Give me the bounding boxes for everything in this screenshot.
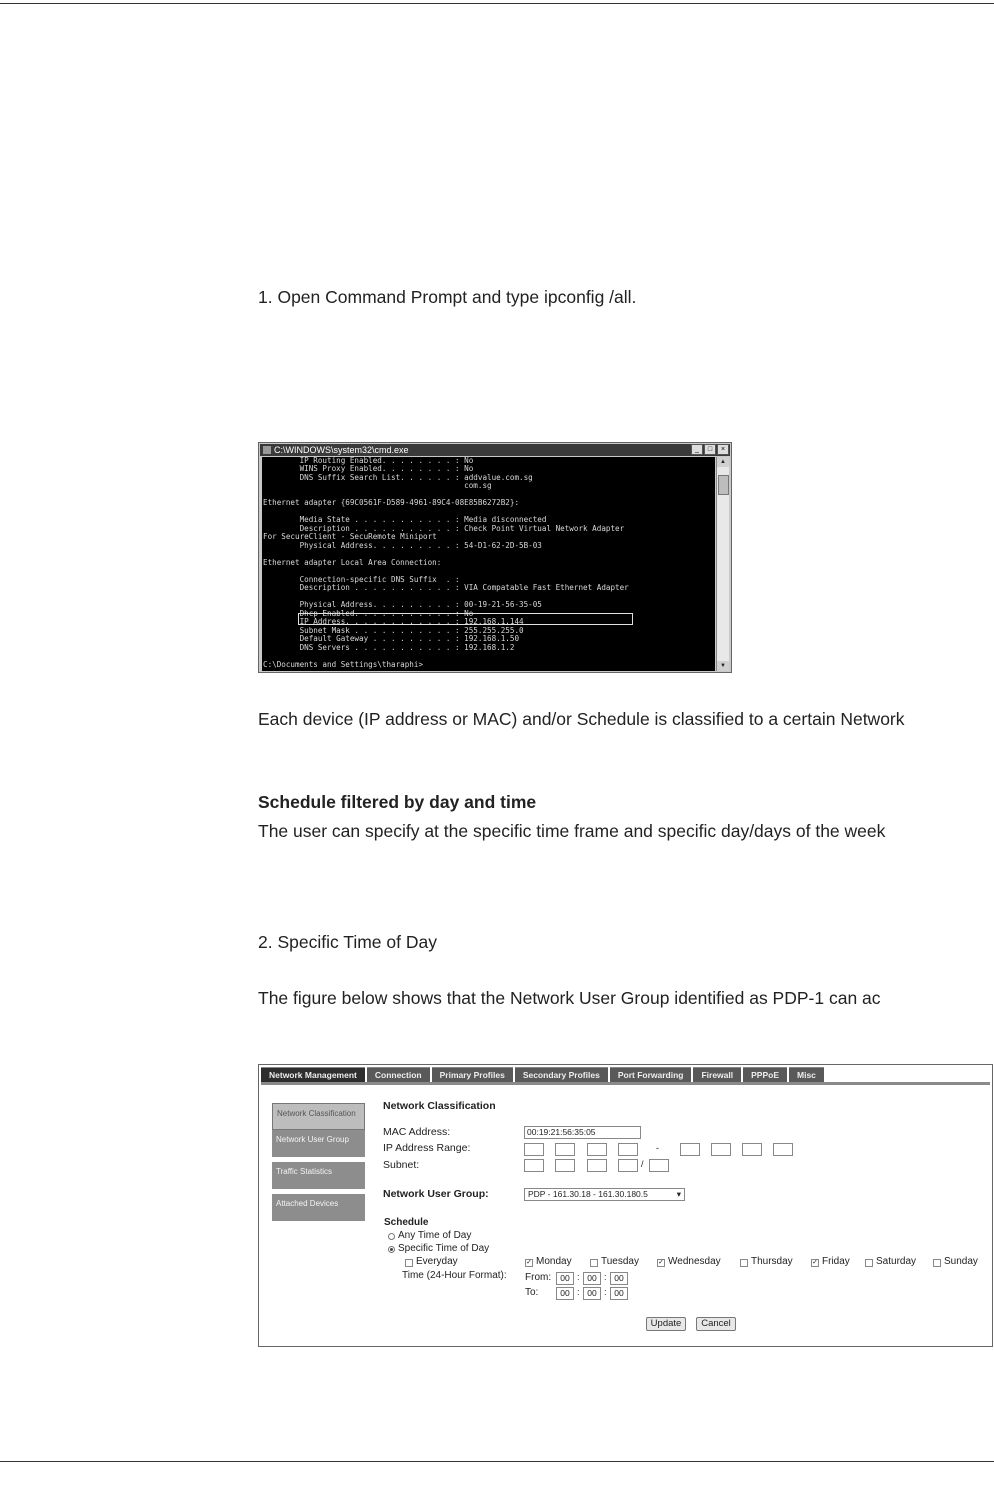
ip-start-octet-3[interactable] (587, 1143, 607, 1156)
to-minute-input[interactable]: 00 (583, 1287, 601, 1300)
day-label-sunday: Sunday (944, 1256, 978, 1267)
cmd-app-icon (263, 446, 271, 454)
paragraph-pdp: The figure below shows that the Network User Group identified as PDP-1 can ac (258, 988, 881, 1008)
day-checkbox-sunday[interactable] (933, 1259, 941, 1267)
scroll-up-icon[interactable]: ▲ (717, 457, 729, 467)
cmd-line: Dhcp Enabled. . . . . . . . . . . : No (263, 608, 474, 618)
from-label: From: (525, 1272, 552, 1283)
schedule-label: Schedule (384, 1217, 429, 1228)
to-hour-input[interactable]: 00 (556, 1287, 574, 1300)
subnet-octet-3[interactable] (587, 1159, 607, 1172)
from-second-input[interactable]: 00 (610, 1272, 628, 1285)
ip-end-octet-4[interactable] (773, 1143, 793, 1156)
top-rule (0, 3, 994, 4)
subnet-octet-2[interactable] (555, 1159, 575, 1172)
day-checkbox-tuesday[interactable] (590, 1259, 598, 1267)
step-1-text: 1. Open Command Prompt and type ipconfig /all. (258, 287, 637, 307)
time-colon: : (604, 1272, 607, 1282)
subnet-slash: / (641, 1159, 644, 1169)
paragraph-schedule: The user can specify at the specific time frame and specific day/days of the week (258, 821, 886, 841)
minimize-icon[interactable]: _ (691, 444, 703, 455)
day-label-thursday: Thursday (751, 1256, 793, 1267)
day-checkbox-wednesday[interactable]: ✓ (658, 1259, 664, 1266)
mac-address-input[interactable]: 00:19:21:56:35:05 (524, 1126, 641, 1139)
cancel-button[interactable]: Cancel (696, 1317, 736, 1331)
physical-address-highlight (298, 613, 633, 625)
tab-underline (261, 1082, 990, 1085)
from-minute-input[interactable]: 00 (583, 1272, 601, 1285)
cmd-output (262, 457, 715, 671)
cmd-line: Ethernet adapter {69C0561F-D589-4961-89C4-08E85B6272B2}: (263, 498, 520, 508)
tab-port-forwarding[interactable]: Port Forwarding (610, 1067, 692, 1083)
network-user-group-select[interactable] (524, 1188, 685, 1201)
specific-time-radio[interactable] (388, 1246, 395, 1253)
ip-start-octet-1[interactable] (524, 1143, 544, 1156)
day-checkbox-monday[interactable]: ✓ (526, 1259, 532, 1266)
tab-secondary-profiles[interactable]: Secondary Profiles (515, 1067, 608, 1083)
to-label: To: (525, 1287, 539, 1298)
paragraph-classification: Each device (IP address or MAC) and/or Schedule is classified to a certain Network (258, 709, 905, 729)
cmd-line: Media State . . . . . . . . . . . : Media disconnected (263, 515, 547, 525)
tab-firewall[interactable]: Firewall (693, 1067, 741, 1083)
subnet-octet-1[interactable] (524, 1159, 544, 1172)
day-checkbox-saturday[interactable] (865, 1259, 873, 1267)
everyday-label: Everyday (416, 1256, 458, 1267)
sidebar-item-traffic-statistics[interactable]: Traffic Statistics (272, 1162, 365, 1189)
tab-network-management[interactable]: Network Management (261, 1067, 365, 1083)
time-format-label: Time (24-Hour Format): (402, 1270, 507, 1281)
mac-label: MAC Address: (383, 1126, 451, 1138)
sidebar-item-network-classification[interactable]: Network Classification (272, 1103, 365, 1130)
ip-start-octet-4[interactable] (618, 1143, 638, 1156)
tab-primary-profiles[interactable]: Primary Profiles (432, 1067, 513, 1083)
cmd-window (258, 442, 732, 673)
ip-end-octet-3[interactable] (742, 1143, 762, 1156)
everyday-checkbox[interactable] (405, 1259, 413, 1267)
cmd-line: For SecureClient - SecuRemote Miniport (263, 532, 437, 542)
cmd-line: Subnet Mask . . . . . . . . . . . : 255.255.255.0 (263, 625, 524, 635)
cmd-line: DNS Servers . . . . . . . . . . . : 192.168.1.2 (263, 642, 515, 652)
tab-connection[interactable]: Connection (367, 1067, 430, 1083)
tab-pppoe[interactable]: PPPoE (743, 1067, 787, 1083)
to-second-input[interactable]: 00 (610, 1287, 628, 1300)
bottom-rule (0, 1461, 994, 1462)
ip-end-octet-1[interactable] (680, 1143, 700, 1156)
sidebar-item-network-user-group[interactable]: Network User Group (272, 1130, 365, 1157)
ip-end-octet-2[interactable] (711, 1143, 731, 1156)
maximize-icon[interactable]: □ (704, 444, 716, 455)
cmd-scrollbar[interactable] (716, 457, 729, 671)
close-icon[interactable]: × (717, 444, 729, 455)
day-label-wednesday: Wednesday (668, 1256, 721, 1267)
cmd-line: Ethernet adapter Local Area Connection: (263, 557, 442, 567)
cmd-titlebar (260, 444, 730, 456)
cmd-line: C:\Documents and Settings\tharaphi> (263, 659, 424, 669)
cmd-line: IP Address. . . . . . . . . . . . : 192.168.1.144 (263, 617, 524, 627)
cmd-line: com.sg (263, 481, 492, 491)
cmd-output-text (262, 457, 715, 669)
specific-time-label: Specific Time of Day (398, 1243, 490, 1254)
subnet-octet-4[interactable] (618, 1159, 638, 1172)
cmd-line: Description . . . . . . . . . . . : VIA Compatable Fast Ethernet Adapter (263, 583, 629, 593)
day-label-friday: Friday (822, 1256, 850, 1267)
router-ui (258, 1064, 993, 1347)
heading-schedule: Schedule filtered by day and time (258, 792, 537, 812)
ip-start-octet-2[interactable] (555, 1143, 575, 1156)
time-colon: : (604, 1287, 607, 1297)
update-button[interactable]: Update (646, 1317, 686, 1331)
group-select-value: PDP - 161.30.18 - 161.30.180.5 (528, 1189, 648, 1199)
cmd-line: Description . . . . . . . . . . . : Check Point Virtual Network Adapter (263, 523, 625, 533)
any-time-label: Any Time of Day (398, 1230, 472, 1241)
tab-misc[interactable]: Misc (789, 1067, 824, 1083)
subnet-label: Subnet: (383, 1159, 420, 1171)
day-label-tuesday: Tuesday (601, 1256, 639, 1267)
cmd-line: Connection-specific DNS Suffix . : (263, 574, 460, 584)
sidebar-item-attached-devices[interactable]: Attached Devices (272, 1194, 365, 1221)
time-colon: : (577, 1287, 580, 1297)
cmd-line: DNS Suffix Search List. . . . . . : addvalue.com.sg (263, 472, 533, 482)
any-time-radio[interactable] (388, 1233, 395, 1240)
cmd-title: C:\WINDOWS\system32\cmd.exe (274, 445, 409, 455)
day-checkbox-thursday[interactable] (740, 1259, 748, 1267)
cmd-line: IP Routing Enabled. . . . . . . . : No (263, 457, 474, 465)
day-checkbox-friday[interactable]: ✓ (812, 1259, 818, 1266)
day-label-monday: Monday (536, 1256, 572, 1267)
time-colon: : (577, 1272, 580, 1282)
scroll-thumb[interactable] (718, 475, 729, 495)
from-hour-input[interactable]: 00 (556, 1272, 574, 1285)
scroll-down-icon[interactable]: ▼ (717, 661, 729, 671)
cmd-line: Default Gateway . . . . . . . . . : 192.168.1.50 (263, 634, 520, 644)
tab-bar (261, 1067, 990, 1082)
chevron-down-icon: ▾ (676, 1189, 681, 1199)
ip-range-label: IP Address Range: (383, 1142, 471, 1154)
day-label-saturday: Saturday (876, 1256, 917, 1267)
cmd-line: Physical Address. . . . . . . . . : 00-19-21-56-35-05 (263, 600, 542, 610)
cmd-line: WINS Proxy Enabled. . . . . . . . : No (263, 464, 474, 474)
step-2-text: 2. Specific Time of Day (258, 932, 437, 952)
section-title: Network Classification (383, 1100, 496, 1112)
cmd-line: Physical Address. . . . . . . . . : 54-D1-62-2D-5B-03 (263, 540, 542, 550)
group-label: Network User Group: (383, 1188, 489, 1200)
ip-range-dash: - (656, 1143, 659, 1153)
subnet-prefix-input[interactable] (649, 1159, 669, 1172)
